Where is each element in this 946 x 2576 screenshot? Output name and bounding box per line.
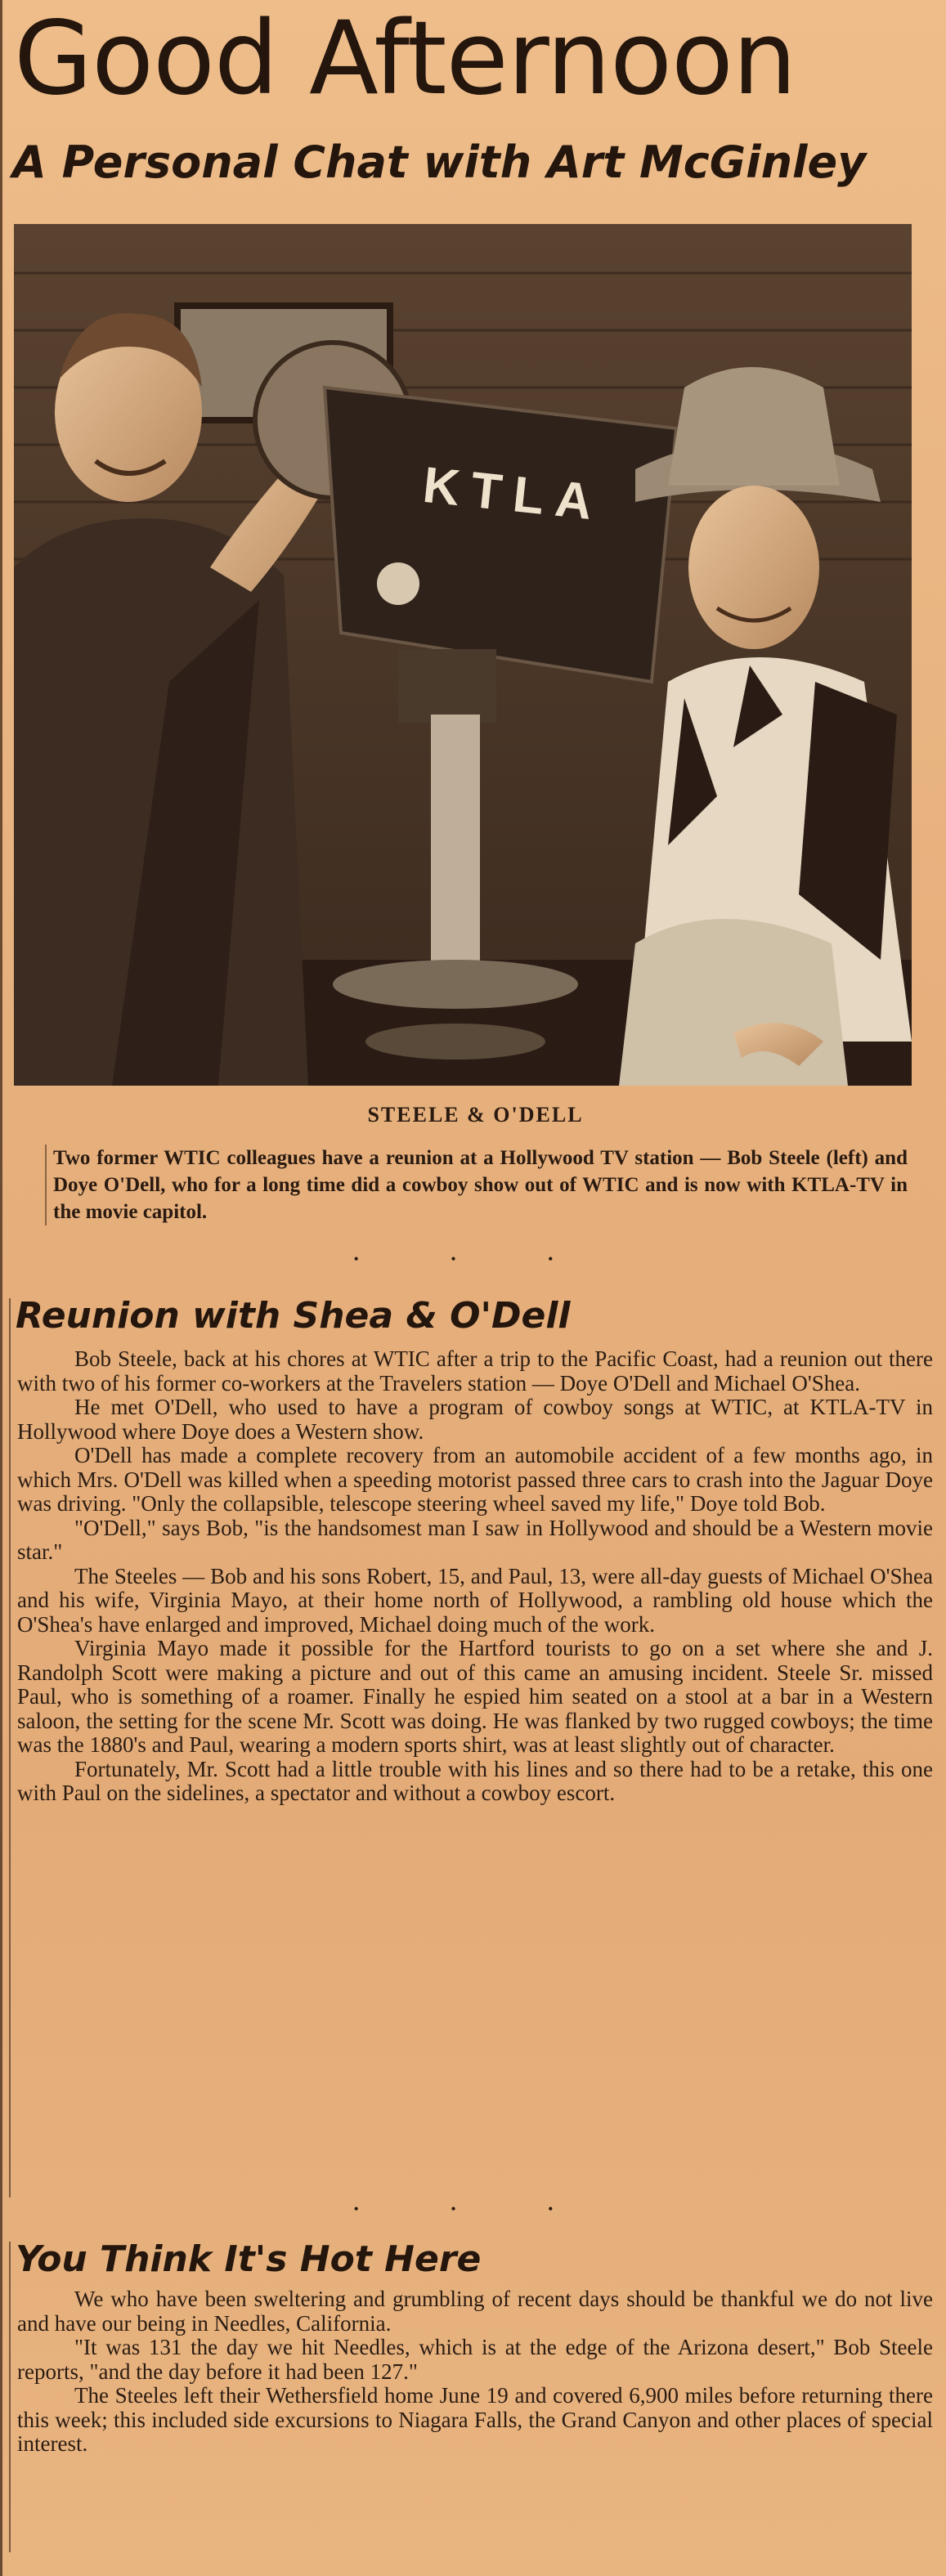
article-paragraph: Fortunately, Mr. Scott had a little trouble with his lines and so there had to be a retake, this one with Paul on the sidelines, a spectator and without a cowboy escort. <box>17 1756 933 1805</box>
article-hot <box>17 2287 933 2457</box>
separator-dots: • • • <box>353 2201 598 2217</box>
camera-ktla-label: KTLA <box>419 456 607 532</box>
article-paragraph: Bob Steele, back at his chores at WTIC after a trip to the Pacific Coast, had a reunion out there with two of his former co-workers at the Travelers station — Doye O'Dell and Michael O'Shea. <box>17 1346 933 1396</box>
article-paragraph: He met O'Dell, who used to have a program of cowboy songs at WTIC, at KTLA-TV in Hollywood where Doye does a Western show. <box>17 1395 933 1444</box>
article-paragraph: "It was 131 the day we hit Needles, which is at the edge of the Arizona desert," Bob Steele reports, "and the day before it had been 127." <box>17 2335 933 2384</box>
section-heading-reunion: Reunion with Shea & O'Dell <box>16 1295 571 1337</box>
photo-caption-text: Two former WTIC colleagues have a reunion at a Hollywood TV station — Bob Steele (left) and Doye O'Dell, who for a long time did a cowboy show out of WTIC and is now with KTLA-TV in the movie capitol. <box>45 1145 908 1225</box>
article-paragraph: O'Dell has made a complete recovery from an automobile accident of a few months ago, in which Mrs. O'Dell was killed when a speeding motorist passed three cars to crash into the Jaguar Doye was driving. "Only the collapsible, telescope steering wheel saved my life," Doye told Bob. <box>17 1443 933 1516</box>
photo-caption-title: STEELE & O'DELL <box>367 1103 584 1127</box>
article-reunion <box>17 1347 933 1806</box>
article-paragraph: The Steeles left their Wethersfield home June 19 and covered 6,900 miles before returning there this week; this included side excursions to Niagara Falls, the Grand Canyon and other places of special interest. <box>17 2383 933 2456</box>
column-subtitle: A Personal Chat with Art McGinley <box>12 137 867 188</box>
column-left-rule <box>9 2242 11 2552</box>
article-paragraph: The Steeles — Bob and his sons Robert, 15, and Paul, 13, were all-day guests of Michael O'Shea and his wife, Virginia Mayo, at their home north of Hollywood, a rambling old house which the O'Shea's have enlarged and improved, Michael doing much of the work. <box>17 1563 933 1637</box>
article-paragraph: We who have been sweltering and grumbling of recent days should be thankful we do not live and have our being in Needles, California. <box>17 2287 933 2336</box>
section-heading-hot: You Think It's Hot Here <box>16 2238 482 2280</box>
article-paragraph: Virginia Mayo made it possible for the Hartford tourists to go on a set where she and J. Randolph Scott were making a picture and out of this came an amusing incident. Steele Sr. missed Paul, who is something of a roamer. Finally he espied him seated on a stool at a bar in a Western saloon, the setting for the scene Mr. Scott was doing. He was flanked by two rugged cowboys; the time was the 1880's and Paul, wearing a modern sports shirt, was at least slightly out of character. <box>17 1636 933 1757</box>
article-paragraph: "O'Dell," says Bob, "is the handsomest man I saw in Hollywood and should be a Western movie star." <box>17 1515 933 1564</box>
news-photo <box>14 224 912 1086</box>
column-masthead: Good Afternoon <box>14 0 796 118</box>
separator-dots: • • • <box>353 1251 598 1267</box>
column-left-rule <box>9 1298 11 2197</box>
photo-illustration <box>14 224 912 1086</box>
